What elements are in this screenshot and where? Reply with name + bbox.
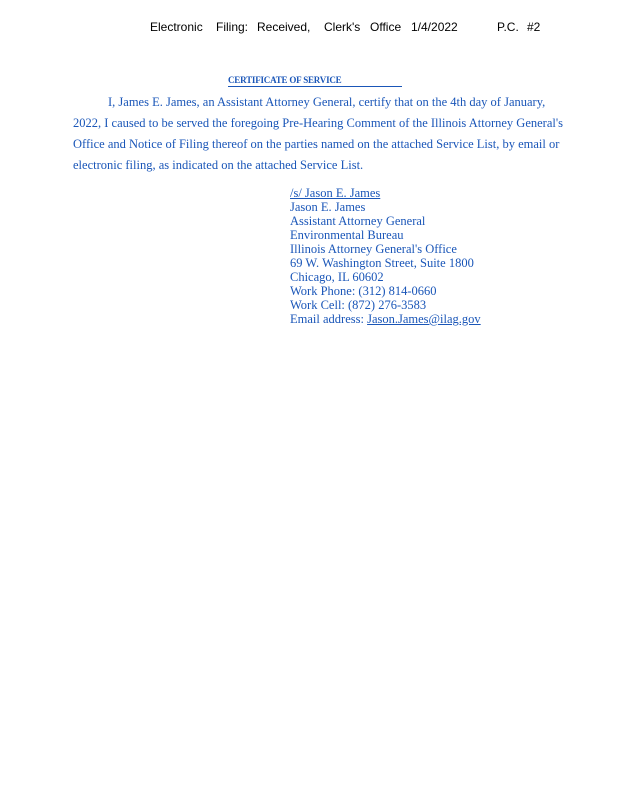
signer-bureau: Environmental Bureau	[290, 228, 404, 242]
signer-name: Jason E. James	[290, 200, 366, 214]
header-electronic: Electronic	[150, 20, 203, 34]
certificate-line-1: I, James E. James, an Assistant Attorney General, certify that on the 4th day of January,	[108, 95, 546, 109]
signer-email-row	[290, 312, 481, 326]
header-pc: P.C.	[497, 20, 519, 34]
signer-street: 69 W. Washington Street, Suite 1800	[290, 256, 474, 270]
header-clerks: Clerk's	[324, 20, 361, 34]
signer-work-cell: Work Cell: (872) 276-3583	[290, 298, 427, 312]
header-date: 1/4/2022	[411, 20, 458, 34]
signer-work-phone: Work Phone: (312) 814-0660	[290, 284, 437, 298]
certificate-title: CERTIFICATE OF SERVICE	[228, 74, 402, 87]
signature-block	[290, 186, 481, 326]
header-received: Received,	[257, 20, 311, 34]
header-pc-number: #2	[527, 20, 541, 34]
email-link[interactable]: Jason.James@ilag.gov	[367, 312, 481, 326]
signer-office: Illinois Attorney General's Office	[290, 242, 457, 256]
certificate-line-3: Office and Notice of Filing thereof on the parties named on the attached Service List, by email or	[73, 137, 560, 151]
signer-title: Assistant Attorney General	[290, 214, 426, 228]
header-office: Office	[370, 20, 402, 34]
certificate-line-4: electronic filing, as indicated on the attached Service List.	[73, 158, 364, 172]
signer-city: Chicago, IL 60602	[290, 270, 384, 284]
email-label: Email address:	[290, 312, 368, 326]
certificate-line-2: 2022, I caused to be served the foregoing Pre-Hearing Comment of the Illinois Attorney General's	[73, 116, 563, 130]
signature-line: /s/ Jason E. James	[290, 186, 381, 200]
header-filing: Filing:	[216, 20, 249, 34]
